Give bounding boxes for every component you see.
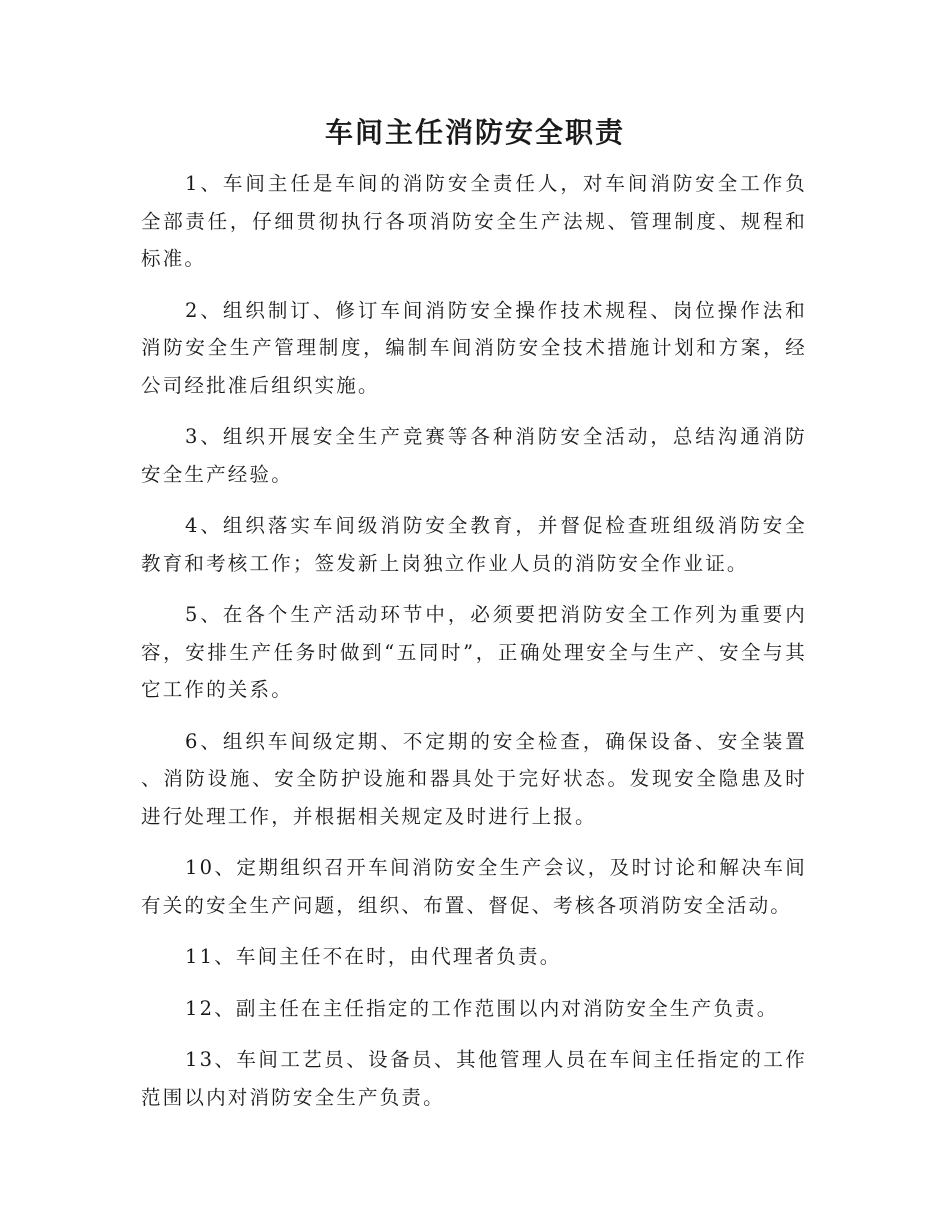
paragraph-6: 6、组织车间级定期、不定期的安全检查，确保设备、安全装置、消防设施、安全防护设施和器具处于完好状态。发现安全隐患及时进行处理工作，并根据相关规定及时进行上报。	[141, 729, 807, 828]
paragraph-10: 10、定期组织召开车间消防安全生产会议，及时讨论和解决车间有关的安全生产问题，组织、布置、督促、考核各项消防安全活动。	[141, 856, 807, 917]
paragraph-3: 3、组织开展安全生产竞赛等各种消防安全活动，总结沟通消防安全生产经验。	[141, 425, 807, 486]
paragraph-2: 2、组织制订、修订车间消防安全操作技术规程、岗位操作法和消防安全生产管理制度，编制车间消防安全技术措施计划和方案，经公司经批准后组织实施。	[141, 298, 807, 397]
paragraph-13: 13、车间工艺员、设备员、其他管理人员在车间主任指定的工作范围以内对消防安全生产负责。	[141, 1048, 807, 1109]
document-body	[141, 165, 807, 1130]
paragraph-4: 4、组织落实车间级消防安全教育，并督促检查班组级消防安全教育和考核工作；签发新上岗独立作业人员的消防安全作业证。	[141, 514, 807, 575]
paragraph-5: 5、在各个生产活动环节中，必须要把消防安全工作列为重要内容，安排生产任务时做到“五同时”，正确处理安全与生产、安全与其它工作的关系。	[141, 603, 807, 701]
paragraph-1: 1、车间主任是车间的消防安全责任人，对车间消防安全工作负全部责任，仔细贯彻执行各项消防安全生产法规、管理制度、规程和标准。	[141, 172, 807, 270]
document-title: 车间主任消防安全职责	[324, 116, 625, 149]
paragraph-12: 12、副主任在主任指定的工作范围以内对消防安全生产负责。	[185, 996, 779, 1020]
paragraph-11: 11、车间主任不在时，由代理者负责。	[185, 945, 562, 968]
